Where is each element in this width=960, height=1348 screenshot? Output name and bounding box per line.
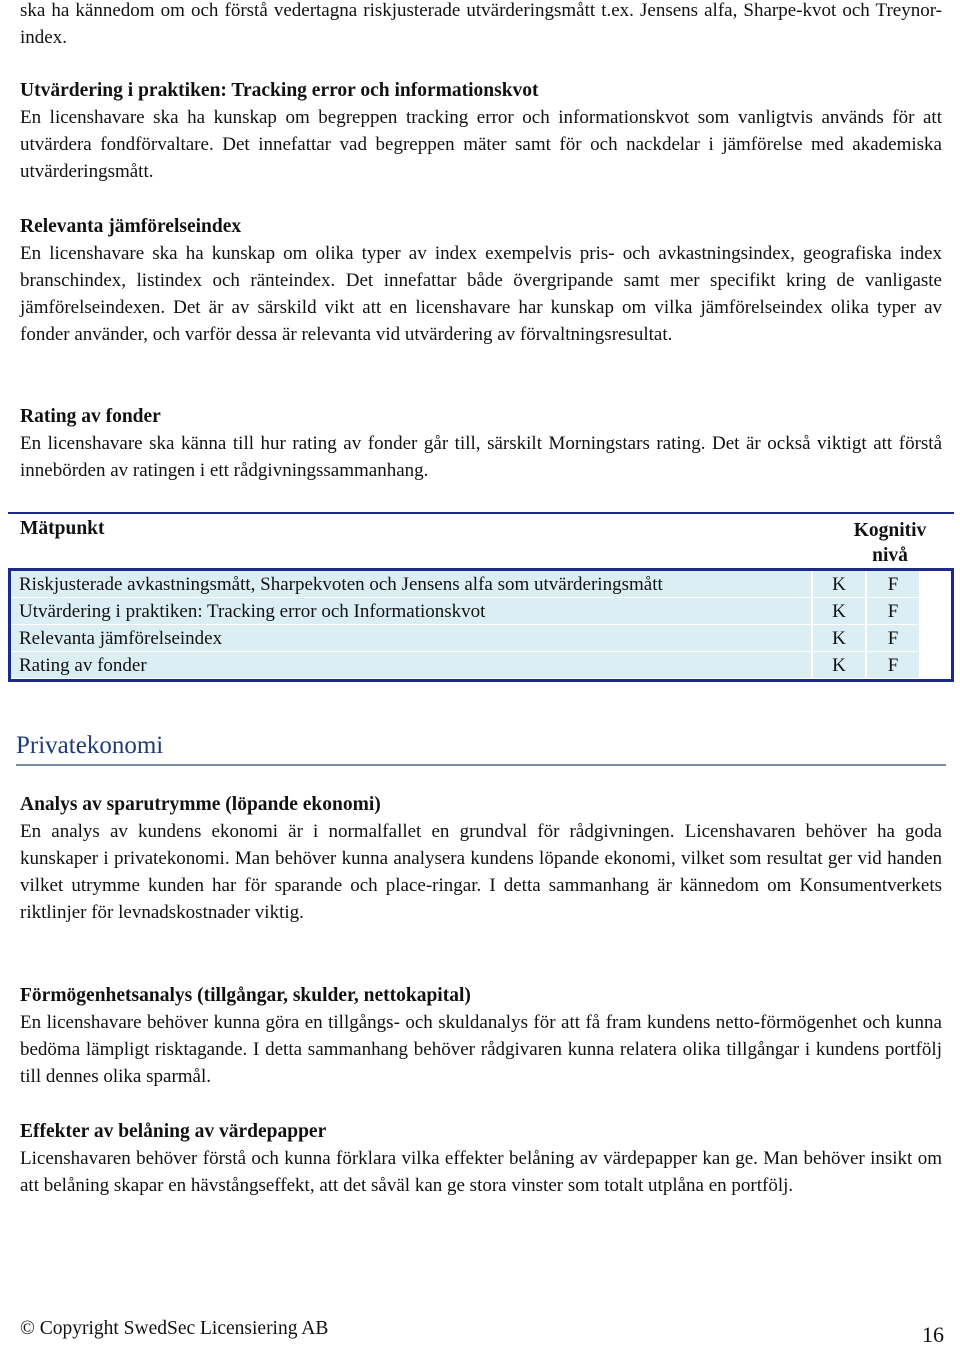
row-level-f: F — [865, 652, 919, 679]
row-level-f: F — [865, 625, 919, 652]
section-rating — [20, 403, 942, 484]
row-padding — [919, 625, 951, 652]
section-belaning — [20, 1118, 942, 1199]
row-level-k: K — [811, 598, 865, 625]
section-formogenhetsanalys — [20, 982, 942, 1090]
section-heading: Utvärdering i praktiken: Tracking error och informationskvot — [20, 80, 539, 101]
section-heading: Effekter av belåning av värdepapper — [20, 1121, 327, 1142]
row-label: Rating av fonder — [11, 652, 811, 679]
section-body: Licenshavaren behöver förstå och kunna förklara vilka effekter belåning av värdepapper kan ge. Man behöver insikt om att belåning skapar en hävstångseffekt, att det såväl kan ge stora vinster som totalt utplåna en portfölj. — [20, 1148, 942, 1196]
column-header-matpunkt: Mätpunkt — [20, 518, 105, 539]
section-heading: Förmögenhetsanalys (tillgångar, skulder, nettokapital) — [20, 985, 471, 1006]
section-body: En analys av kundens ekonomi är i normalfallet en grundval för rådgivningen. Licenshavaren behöver ha goda kunskaper i privatekonomi. Man behöver kunna analysera kundens löpande ekonomi, vilket som resultat ger vid handen vilket utrymme kunden har för sparande och place-ringar. I detta sammanhang är kännedom om Konsumentverkets riktlinjer för levnadskostnader viktig. — [20, 821, 942, 923]
section-body: En licenshavare ska ha kunskap om begreppen tracking error och informationskvot som vanligtvis används för att utvärdera fondförvaltare. Det innefattar vad begreppen mäter samt för och nackdelar i jämförelse med akademiska utvärderingsmått. — [20, 107, 942, 182]
row-level-f: F — [865, 571, 919, 598]
section-sparutrymme — [20, 791, 942, 926]
matpunkt-table — [8, 512, 954, 682]
section-heading: Analys av sparutrymme (löpande ekonomi) — [20, 794, 381, 815]
section-heading: Relevanta jämförelseindex — [20, 216, 242, 237]
table-row — [11, 652, 951, 679]
table-row — [11, 625, 951, 652]
chapter-title: Privatekonomi — [16, 730, 946, 766]
section-body: En licenshavare ska känna till hur rating av fonder går till, särskilt Morningstars rating. Det är också viktigt att förstå innebörden av ratingen i ett rådgivningssammanhang. — [20, 433, 942, 481]
section-jamforelseindex — [20, 213, 942, 348]
intro-paragraph — [20, 0, 942, 51]
section-tracking-error — [20, 77, 942, 185]
row-label: Relevanta jämförelseindex — [11, 625, 811, 652]
row-padding — [919, 652, 951, 679]
page-footer — [20, 1318, 944, 1347]
row-label: Riskjusterade avkastningsmått, Sharpekvoten och Jensens alfa som utvärderingsmått — [11, 571, 811, 598]
row-padding — [919, 571, 951, 598]
page-number: 16 — [922, 1322, 944, 1347]
row-level-k: K — [811, 652, 865, 679]
row-level-k: K — [811, 625, 865, 652]
table-body — [8, 568, 954, 682]
row-level-k: K — [811, 571, 865, 598]
column-header-kognitiv-niva: Kognitiv nivå — [853, 520, 927, 566]
section-body: En licenshavare ska ha kunskap om olika typer av index exempelvis pris- och avkastningsindex, geografiska index branschindex, listindex och ränteindex. Det innefattar både övergripande samt mer specifikt kring de vanligaste jämförelseindexen. Det är av särskild vikt att en licenshavare har kunskap om vilka jämförelseindex olika typer av fonder använder, och varför dessa är relevanta vid utvärdering av förvaltningsresultat. — [20, 243, 942, 345]
section-body: En licenshavare behöver kunna göra en tillgångs- och skuldanalys för att få fram kundens netto-förmögenhet och kunna bedöma lämpligt risktagande. I detta sammanhang behöver rådgivaren kunna relatera olika tillgångar i kundens portfölj till dennes olika sparmål. — [20, 1012, 942, 1087]
table-header — [8, 512, 954, 568]
intro-text: ska ha kännedom om och förstå vedertagna riskjusterade utvärderingsmått t.ex. Jensens alfa, Sharpe-kvot och Treynor-index. — [20, 0, 942, 48]
row-label: Utvärdering i praktiken: Tracking error och Informationskvot — [11, 598, 811, 625]
table-row — [11, 598, 951, 625]
section-heading: Rating av fonder — [20, 406, 161, 427]
copyright-text: © Copyright SwedSec Licensiering AB — [20, 1318, 329, 1339]
row-padding — [919, 598, 951, 625]
row-level-f: F — [865, 598, 919, 625]
table-row — [11, 571, 951, 598]
